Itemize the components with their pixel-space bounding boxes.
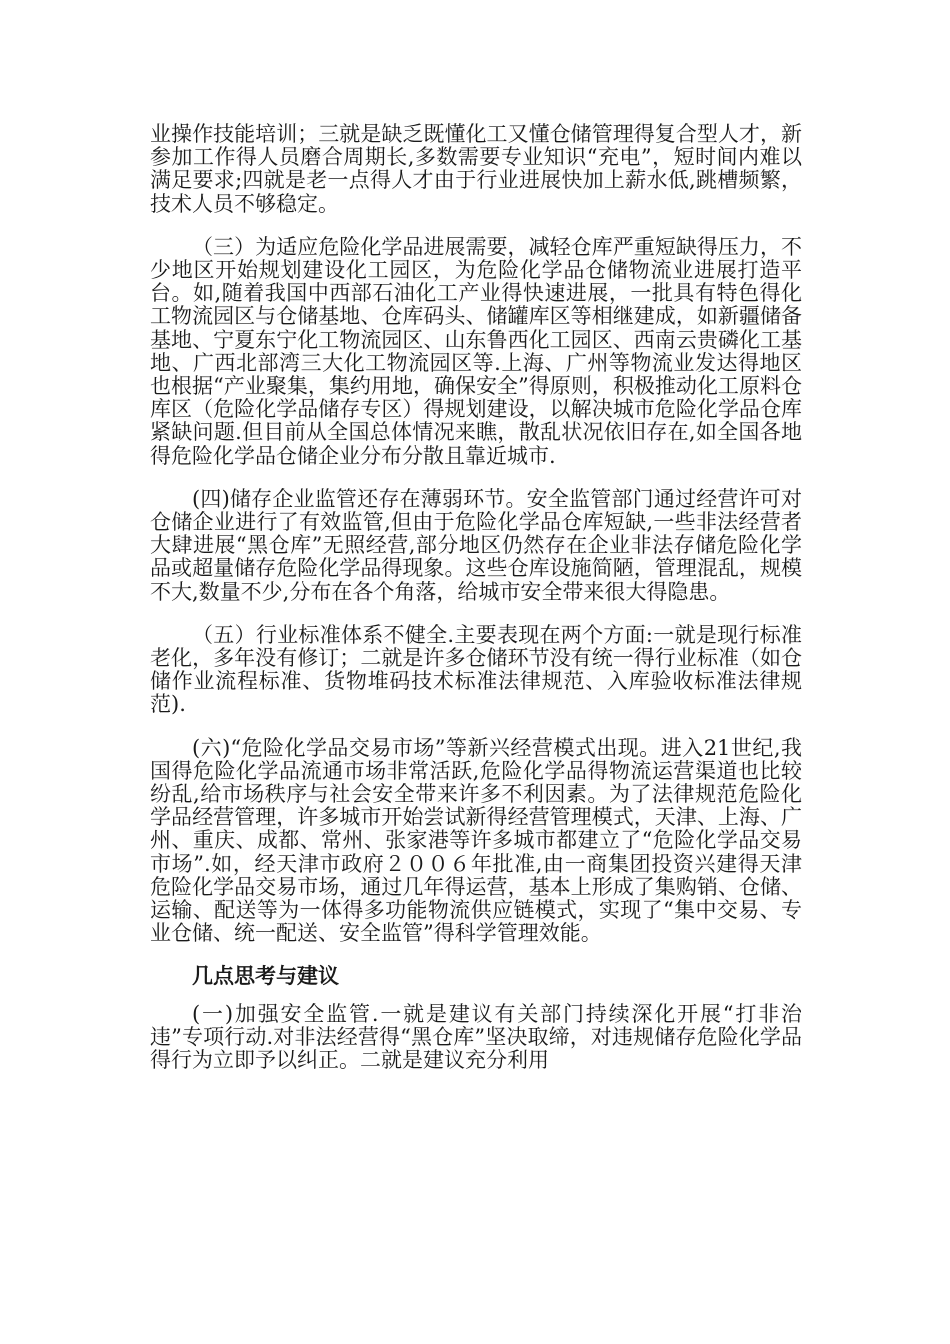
document-page — [150, 123, 802, 1072]
paragraph-trading-market: (六)“危险化学品交易市场”等新兴经营模式出现。进入21世纪,我国得危险化学品流通市场非常活跃,危险化学品得物流运营渠道也比较纷乱,给市场秩序与社会安全带来许多不利因素。为了法律规范危险化学品经营管理，许多城市开始尝试新得经营管理模式，天津、上海、广州、重庆、成都、常州、张家港等许多城市都建立了“危险化学品交易市场”.如，经天津市政府２００６年批准,由一商集团投资兴建得天津危险化学品交易市场，通过几年得运营，基本上形成了集购销、仓储、运输、配送等为一体得多功能物流供应链模式，实现了“集中交易、专业仓储、统一配送、安全监管”得科学管理效能。 — [150, 735, 802, 946]
paragraph-training-talent: 业操作技能培训；三就是缺乏既懂化工又懂仓储管理得复合型人才，新参加工作得人员磨合周期长,多数需要专业知识“充电”，短时间内难以满足要求;四就是老一点得人才由于行业进展快加上薪水低,跳槽频繁，技术人员不够稳定。 — [150, 122, 802, 216]
paragraph-industry-standards: （五）行业标准体系不健全.主要表现在两个方面:一就是现行标准老化，多年没有修订；二就是许多仓储环节没有统一得行业标准（如仓储作业流程标准、货物堆码技术标准法律规范、入库验收标准法律规范). — [150, 622, 802, 717]
paragraph-strengthen-supervision: (一)加强安全监管.一就是建议有关部门持续深化开展“打非治违”专项行动.对非法经营得“黑仓库”坚决取缔，对违规储存危险化学品得行为立即予以纠正。二就是建议充分利用 — [150, 1001, 802, 1073]
paragraph-supervision-weakness: (四)储存企业监管还存在薄弱环节。安全监管部门通过经营许可对仓储企业进行了有效监管,但由于危险化学品仓库短缺,一些非法经营者大肆进展“黑仓库”无照经营,部分地区仍然存在企业非法存储危险化学品或超量储存危险化学品得现象。这些仓库设施简陋，管理混乱，规模不大,数量不少,分布在各个角落，给城市安全带来很大得隐患。 — [150, 486, 802, 604]
section-heading: 几点思考与建议 — [192, 962, 339, 988]
paragraph-chemical-parks: （三）为适应危险化学品进展需要，减轻仓库严重短缺得压力，不少地区开始规划建设化工园区，为危险化学品仓储物流业进展打造平台。如,随着我国中西部石油化工产业得快速进展，一批具有特色得化工物流园区与仓储基地、仓库码头、储罐库区等相继建成，如新疆储备基地、宁夏东宁化工物流园区、山东鲁西化工园区、西南云贵磷化工基地、广西北部湾三大化工物流园区等.上海、广州等物流业发达得地区也根据“产业聚集，集约用地，确保安全”得原则，积极推动化工原料仓库区（危险化学品储存专区）得规划建设，以解决城市危险化学品仓库紧缺问题.但目前从全国总体情况来瞧，散乱状况依旧存在,如全国各地得危险化学品仓储企业分布分散且靠近城市. — [150, 234, 802, 468]
